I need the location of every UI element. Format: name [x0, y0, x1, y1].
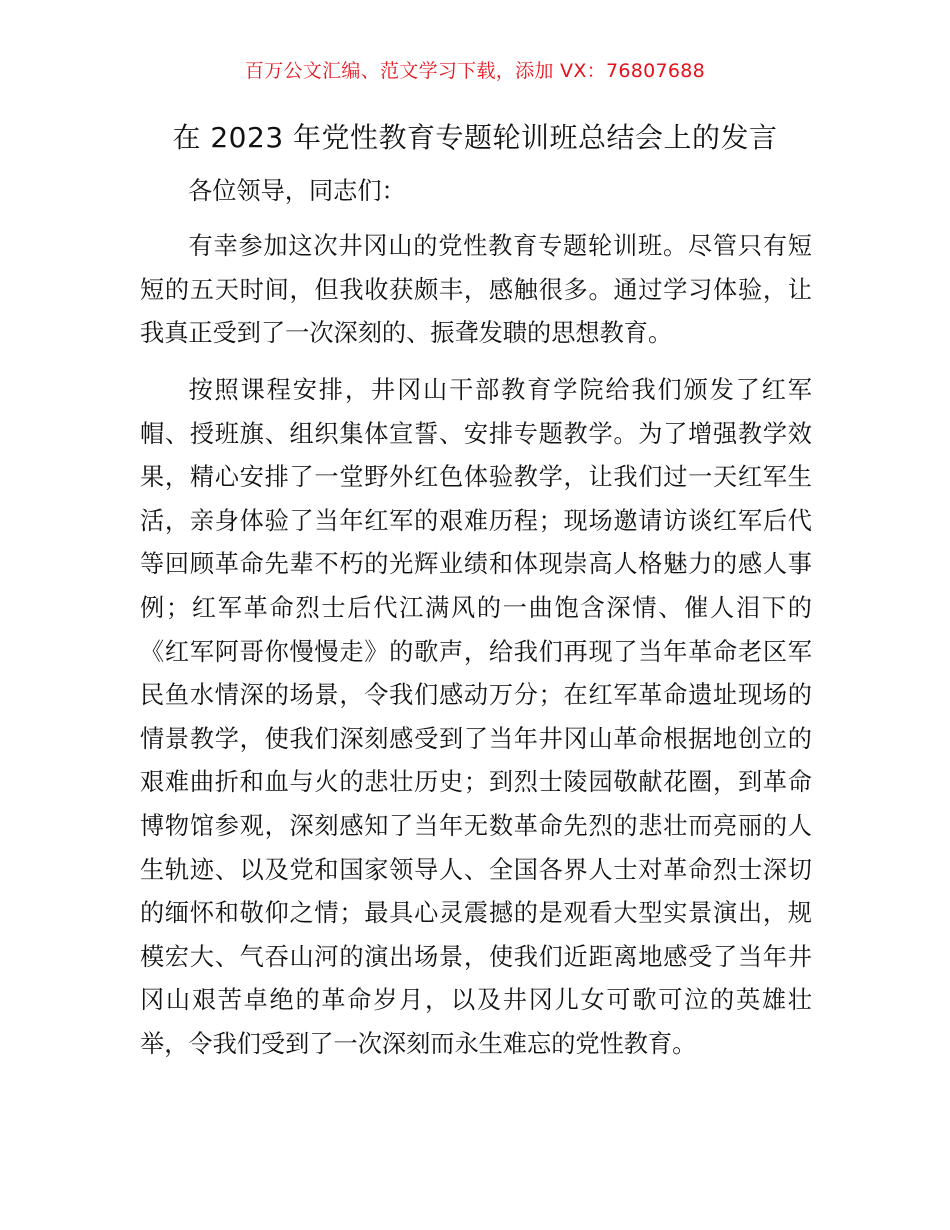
- paragraph: 有幸参加这次井冈山的党性教育专题轮训班。尽管只有短短的五天时间，但我收获颇丰，感触很多。通过学习体验，让我真正受到了一次深刻的、振聋发聩的思想教育。: [140, 232, 812, 348]
- document-title: 在 2023 年党性教育专题轮训班总结会上的发言: [172, 121, 778, 154]
- salutation: 各位领导，同志们：: [188, 177, 406, 205]
- paragraph: 按照课程安排，井冈山干部教育学院给我们颁发了红军帽、授班旗、组织集体宣誓、安排专题教学。为了增强教学效果，精心安排了一堂野外红色体验教学，让我们过一天红军生活，亲身体验了当年红军的艰难历程；现场邀请访谈红军后代等回顾革命先辈不朽的光辉业绩和体现崇高人格魅力的感人事例；红军革命烈士后代江满风的一曲饱含深情、催人泪下的《红军阿哥你慢慢走》的歌声，给我们再现了当年革命老区军民鱼水情深的场景，令我们感动万分；在红军革命遗址现场的情景教学，使我们深刻感受到了当年井冈山革命根据地创立的艰难曲折和血与火的悲壮历史；到烈士陵园敬献花圈，到革命博物馆参观，深刻感知了当年无数革命先烈的悲壮而亮丽的人生轨迹、以及党和国家领导人、全国各界人士对革命烈士深切的缅怀和敬仰之情；最具心灵震撼的是观看大型实景演出，规模宏大、气吞山河的演出场景，使我们近距离地感受了当年井冈山艰苦卓绝的革命岁月，以及井冈儿女可歌可泣的英雄壮举，令我们受到了一次深刻而永生难忘的党性教育。: [140, 376, 812, 1058]
- document-body-paragraph-2: [140, 369, 812, 1067]
- document-body-paragraph-1: [140, 225, 812, 356]
- watermark-banner: 百万公文汇编、范文学习下载，添加 VX：76807688: [244, 60, 706, 82]
